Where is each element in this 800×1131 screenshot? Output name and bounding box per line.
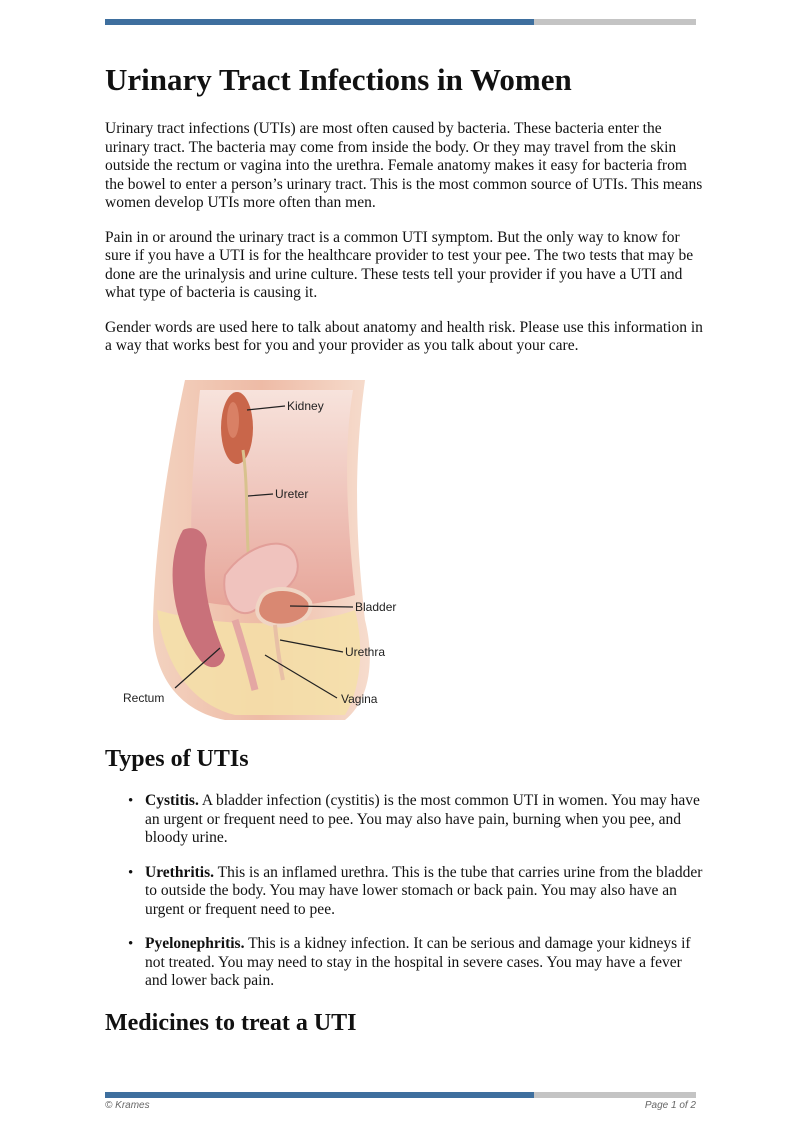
bladder-shape xyxy=(257,589,310,626)
types-heading: Types of UTIs xyxy=(105,746,249,772)
accent-bar-blue xyxy=(105,19,534,25)
bullet-icon: • xyxy=(128,936,134,952)
list-item-pyelonephritis xyxy=(105,935,705,991)
bullet-icon: • xyxy=(128,864,134,881)
type-term: Cystitis. xyxy=(145,792,199,809)
type-term: Pyelonephritis. xyxy=(145,935,245,952)
list-item-cystitis xyxy=(105,792,705,848)
uti-types-list xyxy=(105,792,705,1007)
bladder-label: Bladder xyxy=(355,600,397,614)
list-item-urethritis xyxy=(105,864,705,920)
type-description: This is an inflamed urethra. This is the tube that carries urine from the bladder to outside the body. You may have lower stomach or back pain. You may also have an urgent or frequent need to pee. xyxy=(145,863,703,918)
ureter-label: Ureter xyxy=(275,487,309,501)
bullet-icon: • xyxy=(128,793,134,809)
footer-page-number: Page 1 of 2 xyxy=(644,1100,696,1111)
urinary-anatomy-illustration xyxy=(115,370,415,730)
symptom-paragraph: Pain in or around the urinary tract is a common UTI symptom. But the only way to know for sure if you have a UTI is for the healthcare provider to test your pee. The two tests that may be done are the urinalysis and urine culture. These tests tell your provider if you have a UTI and what type of bacteria is causing it. xyxy=(105,228,694,301)
vagina-label: Vagina xyxy=(341,692,378,706)
type-description: This is a kidney infection. It can be serious and damage your kidneys if not treated. You may need to stay in the hospital in severe cases. You may have a fever and lower back pain. xyxy=(145,935,691,989)
type-description: A bladder infection (cystitis) is the most common UTI in women. You may have an urgent or frequent need to pee. You may also have pain, burning when you pee, and bloody urine. xyxy=(145,792,700,846)
type-term: Urethritis. xyxy=(145,863,215,881)
document-body xyxy=(105,40,705,372)
page-title: Urinary Tract Infections in Women xyxy=(105,62,572,97)
rectum-label: Rectum xyxy=(123,691,165,705)
intro-paragraph: Urinary tract infections (UTIs) are most often caused by bacteria. These bacteria enter the urinary tract. The bacteria may come from inside the body. Or they may travel from the skin outside the rectum or vagina into the urethra. Female anatomy makes it easy for bacteria from the bowel to enter a person’s urinary tract. This is the most common source of UTIs. This means women develop UTIs more often than men. xyxy=(105,120,703,211)
top-accent-bar xyxy=(105,19,696,25)
accent-bar-gray xyxy=(534,19,696,25)
kidney-highlight xyxy=(227,402,239,438)
footer-copyright: © Krames xyxy=(105,1100,150,1111)
gender-note-paragraph: Gender words are used here to talk about anatomy and health risk. Please use this information in a way that works best for you and your provider as you talk about your care. xyxy=(105,318,703,354)
bottom-accent-bar xyxy=(105,1092,696,1098)
medicines-heading: Medicines to treat a UTI xyxy=(105,1010,357,1036)
accent-bar-gray xyxy=(534,1092,696,1098)
urethra-label: Urethra xyxy=(345,645,386,659)
kidney-label: Kidney xyxy=(287,399,324,413)
accent-bar-blue xyxy=(105,1092,534,1098)
